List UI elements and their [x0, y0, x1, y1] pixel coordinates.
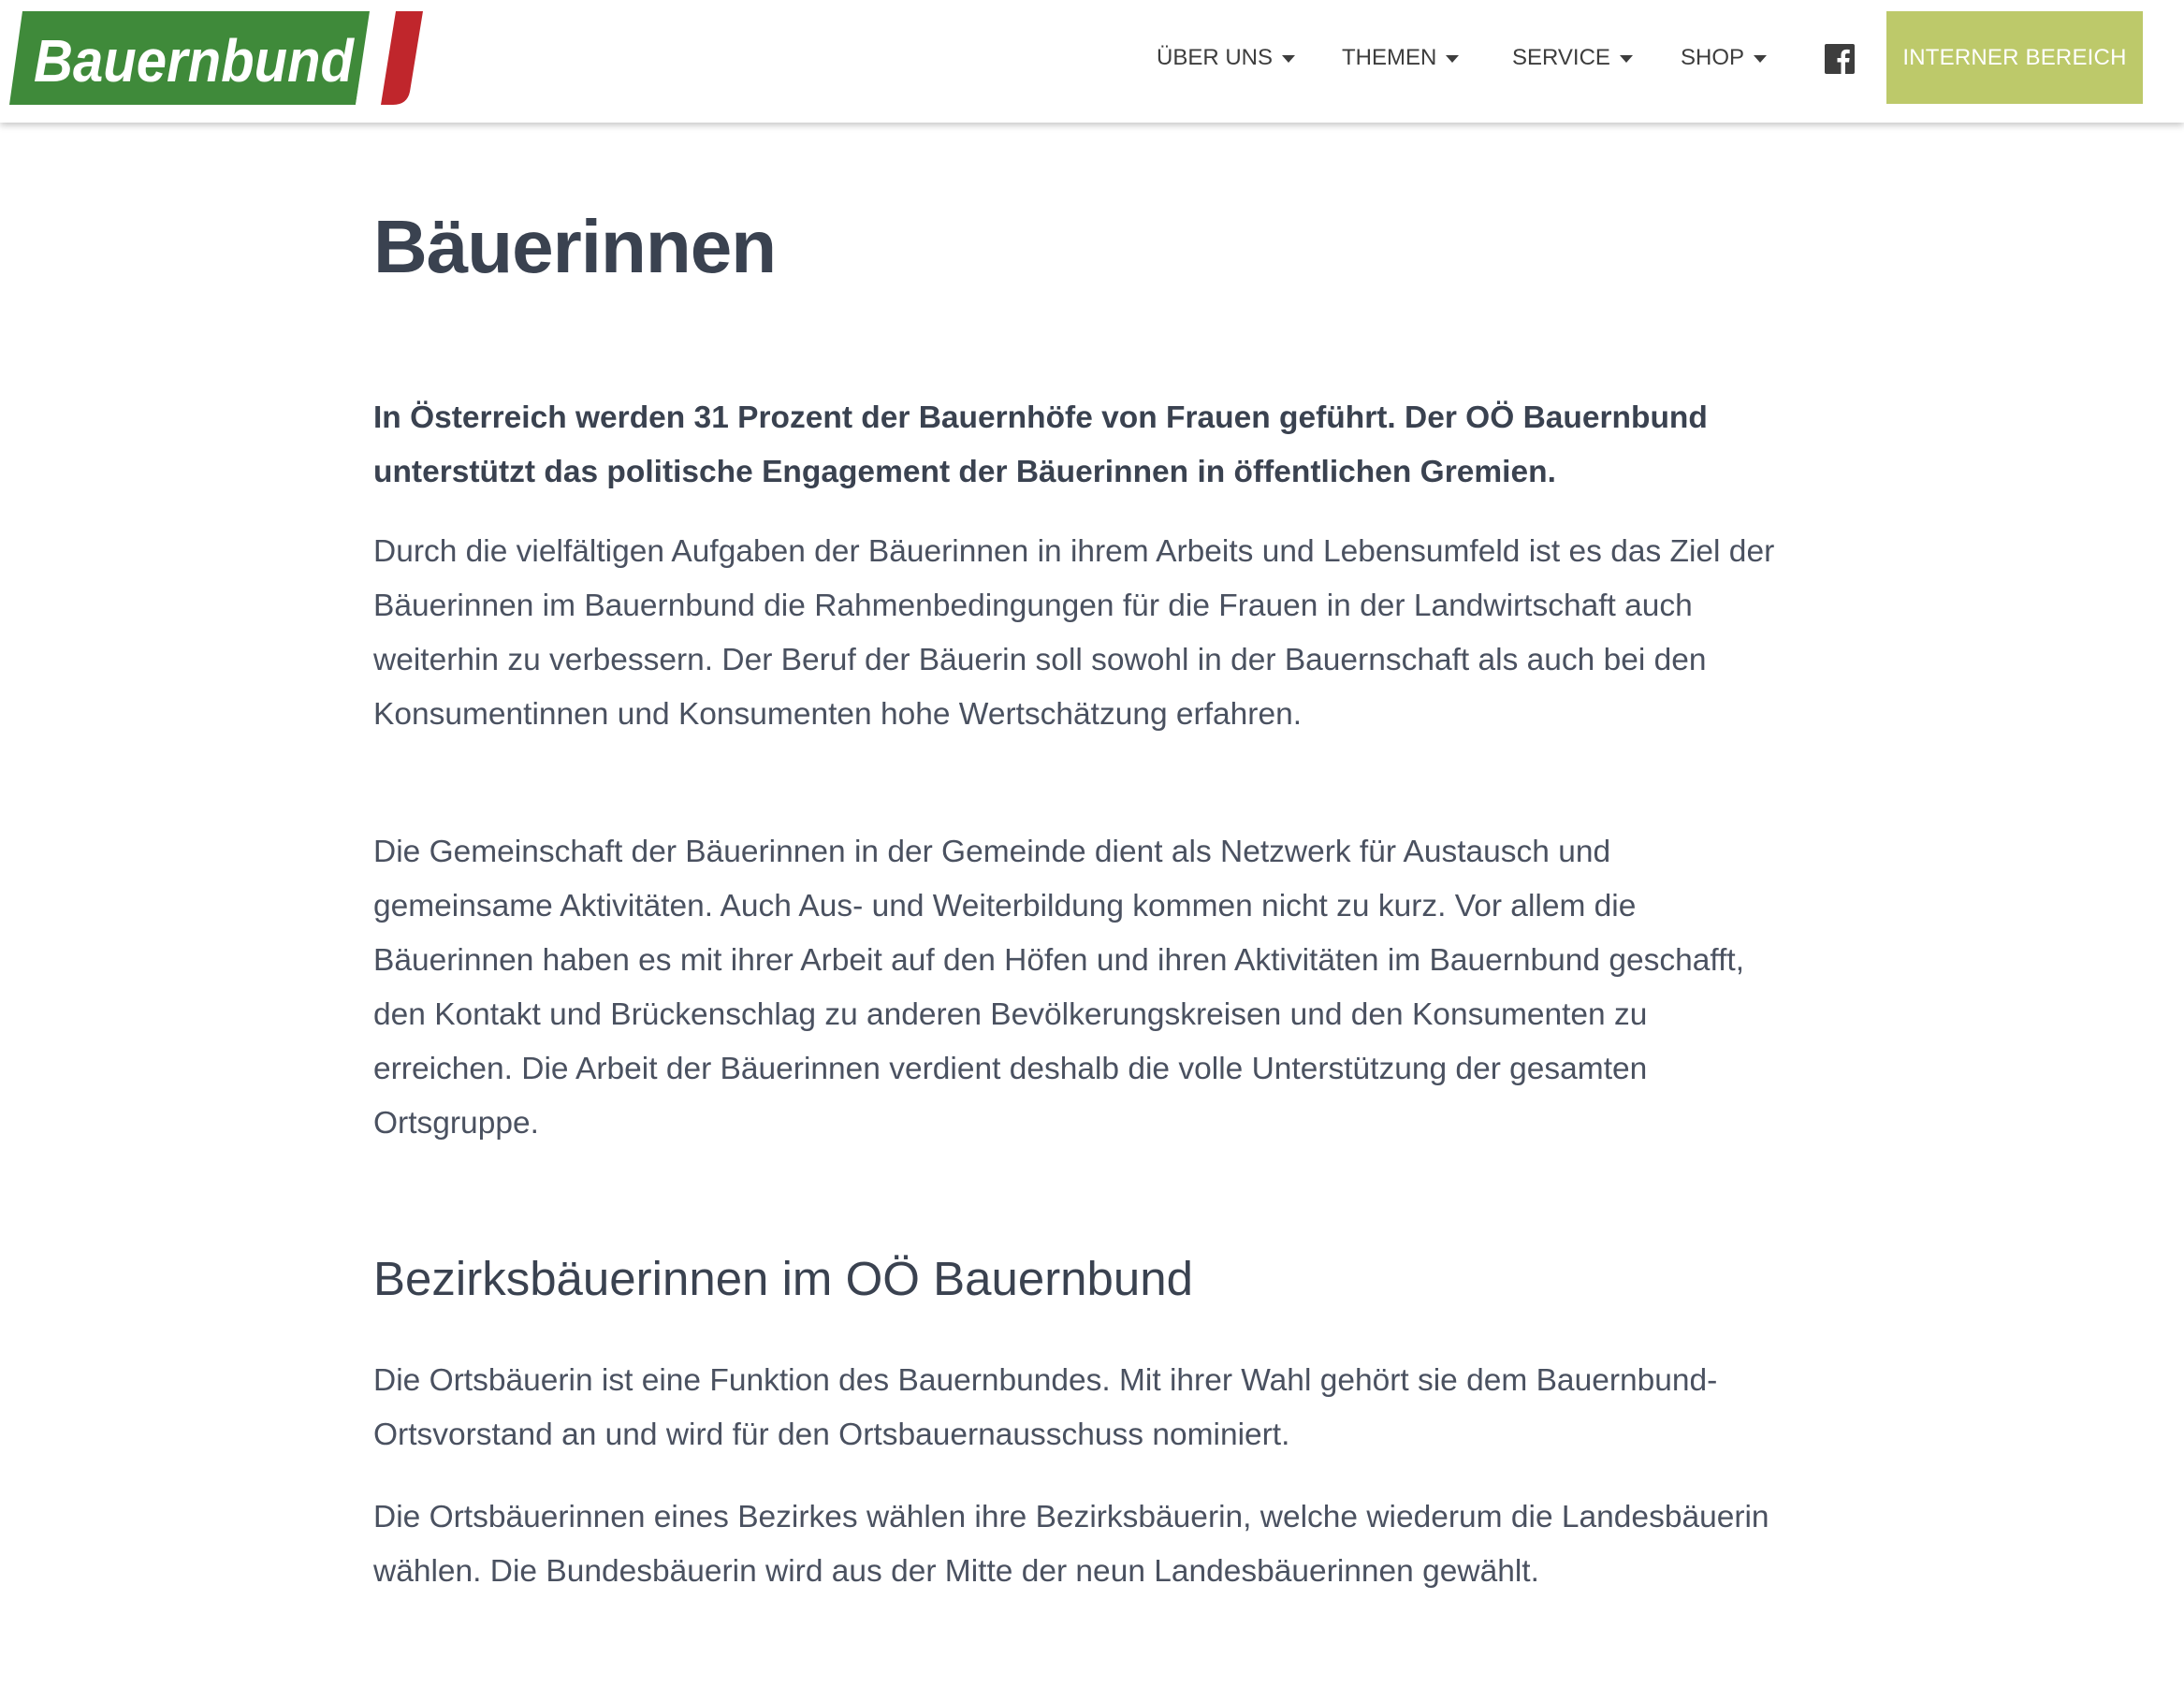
- page-title: Bäuerinnen: [373, 205, 777, 288]
- caret-down-icon: [1754, 55, 1767, 63]
- nav-item-ueber-uns[interactable]: [1157, 43, 1295, 73]
- nav-item-label: SHOP: [1681, 45, 1745, 70]
- section-paragraph: Die Ortsbäuerin ist eine Funktion des Bauernbundes. Mit ihrer Wahl gehört sie dem Bauernbund-Ortsvorstand an und wird für den Ortsbauernausschuss nominiert.: [373, 1363, 1718, 1452]
- body-paragraph: Durch die vielfältigen Aufgaben der Bäuerinnen in ihrem Arbeits und Lebensumfeld ist es das Ziel der Bäuerinnen im Bauernbund die Rahmenbedingungen für die Frauen in der Landwirtschaft auch weiterhin zu verbessern. Der Beruf der Bäuerin soll sowohl in der Bauernschaft als auch bei den Konsumentinnen und Konsumenten hohe Wertschätzung erfahren.: [373, 534, 1775, 732]
- section-paragraph: Die Ortsbäuerinnen eines Bezirkes wählen ihre Bezirksbäuerin, welche wiederum die Landesbäuerin wählen. Die Bundesbäuerin wird aus der Mitte der neun Landesbäuerinnen gewählt.: [373, 1500, 1769, 1589]
- nav-item-label: SERVICE: [1512, 45, 1610, 70]
- nav-item-themen[interactable]: [1342, 43, 1459, 73]
- facebook-icon[interactable]: [1825, 44, 1855, 74]
- internal-area-button[interactable]: INTERNER BEREICH: [1886, 11, 2143, 104]
- caret-down-icon: [1446, 55, 1459, 63]
- caret-down-icon: [1282, 55, 1295, 63]
- nav-item-label: ÜBER UNS: [1157, 45, 1274, 70]
- lead-paragraph: In Österreich werden 31 Prozent der Bauernhöfe von Frauen geführt. Der OÖ Bauernbund unterstützt das politische Engagement der Bäuerinnen in öffentlichen Gremien.: [373, 400, 1708, 489]
- section-title: Bezirksbäuerinnen im OÖ Bauernbund: [373, 1252, 1193, 1305]
- logo-wordmark: Bauernbund: [34, 27, 356, 94]
- nav-item-label: THEMEN: [1342, 45, 1437, 70]
- body-paragraph: Die Gemeinschaft der Bäuerinnen in der Gemeinde dient als Netzwerk für Austausch und gemeinsame Aktivitäten. Auch Aus- und Weiterbildung kommen nicht zu kurz. Vor allem die Bäuerinnen haben es mit ihrer Arbeit auf den Höfen und ihren Aktivitäten im Bauernbund geschafft, den Kontakt und Brückenschlag zu anderen Bevölkerungskreisen und den Konsumenten zu erreichen. Die Arbeit der Bäuerinnen verdient deshalb die volle Unterstützung der gesamten Ortsgruppe.: [373, 835, 1745, 1141]
- site-header: [0, 0, 2184, 123]
- main-nav: [0, 0, 2184, 116]
- nav-item-shop[interactable]: [1681, 43, 1767, 73]
- caret-down-icon: [1620, 55, 1633, 63]
- nav-item-service[interactable]: [1512, 43, 1633, 73]
